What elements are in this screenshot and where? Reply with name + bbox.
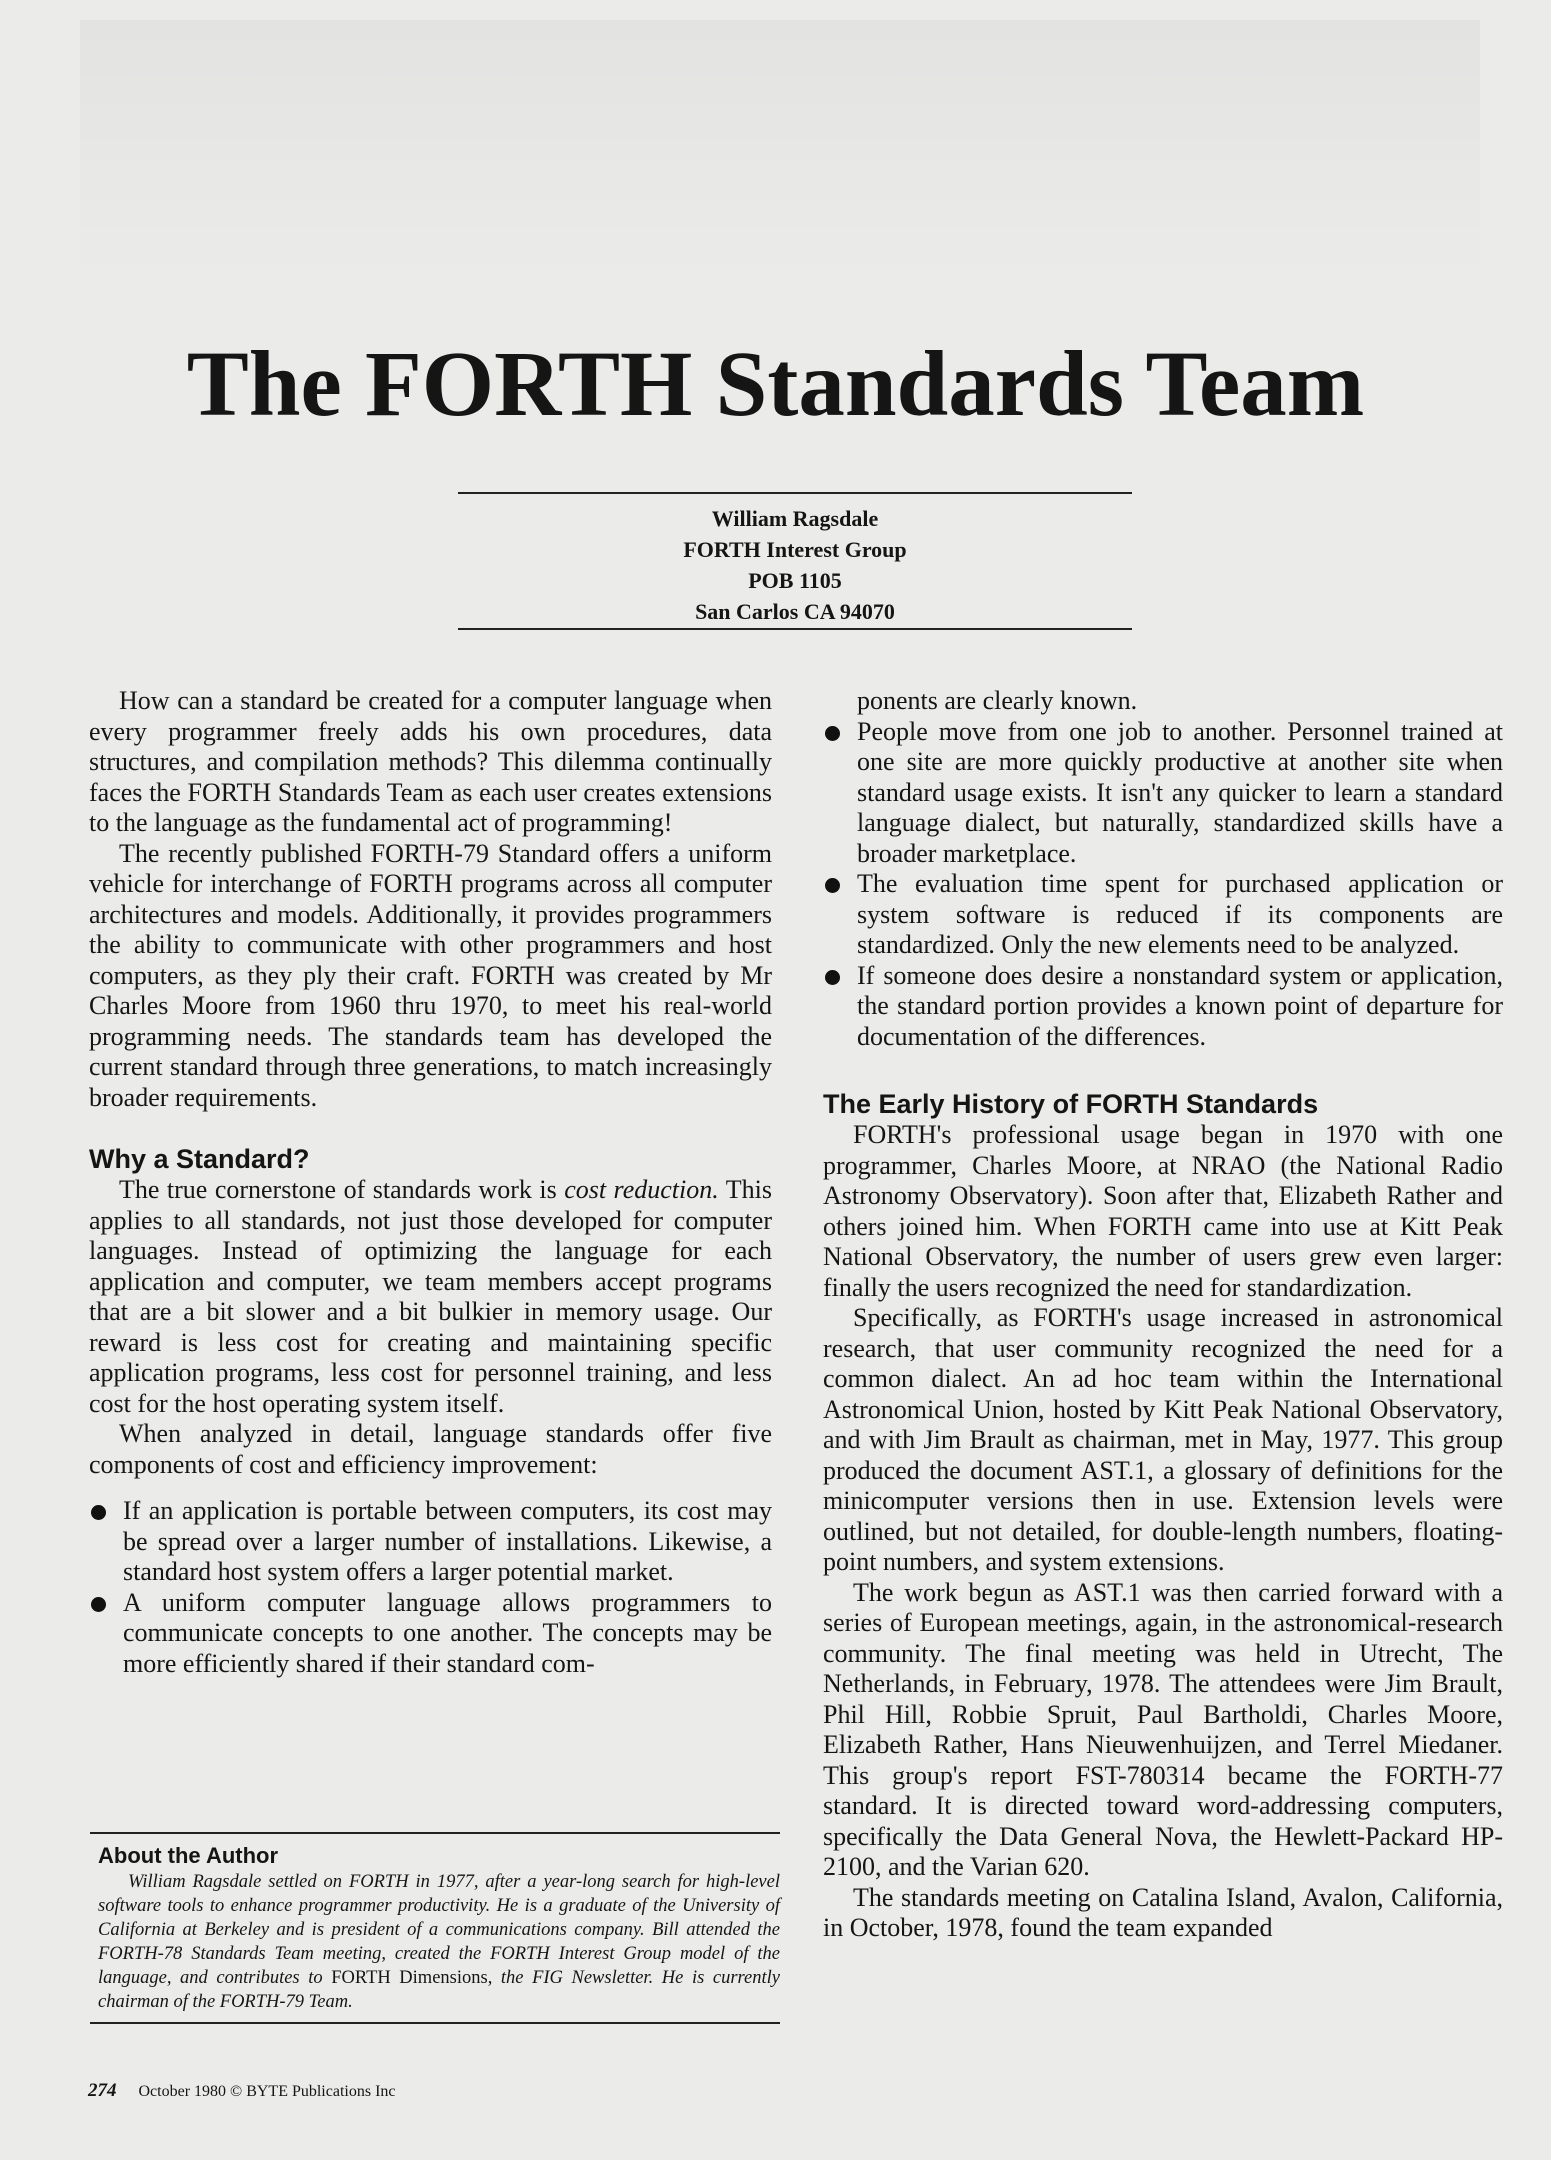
list-item: People move from one job to another. Personnel trained at one site are more quickly productive at another site when standard usage exists. It isn't any quicker to learn a standard language dialect, but naturally, standardized skills have a broader marketplace.	[823, 717, 1503, 870]
why-paragraph-2: When analyzed in detail, language standards offer five components of cost and efficiency improvement:	[89, 1419, 772, 1479]
history-paragraph-4: The standards meeting on Catalina Island, Avalon, California, in October, 1978, found the team expanded	[823, 1882, 1503, 1942]
article-title: The FORTH Standards Team	[186, 333, 1365, 436]
bullet-icon	[91, 1597, 106, 1612]
about-author-box	[90, 1832, 780, 2024]
history-paragraph-1: FORTH's professional usage began in 1970 with one programmer, Charles Moore, at NRAO (the National Radio Astronomy Observatory). Soon after that, Elizabeth Rather and others joined him. When FORTH came into use at Kitt Peak National Observatory, the number of users grew even larger: finally the users recognized the need for standardization.	[823, 1120, 1503, 1302]
byline-bottom-rule	[458, 628, 1132, 630]
right-column	[823, 686, 1503, 1944]
left-bullet-list	[89, 1496, 772, 1679]
history-paragraph-3: The work begun as AST.1 was then carried forward with a series of European meetings, again, in the astronomical-research community. The final meeting was held in Utrecht, The Netherlands, in February, 1978. The attendees were Jim Brault, Phil Hill, Robbie Spruit, Paul Bartholdi, Charles Moore, Elizabeth Rather, Hans Nieuwenhuijzen, and Terrel Miedaner. This group's report FST-780314 became the FORTH-77 standard. It is directed toward word-addressing computers, specifically the Data General Nova, the Hewlett-Packard HP-2100, and the Varian 620.	[823, 1577, 1503, 1881]
author-name: William Ragsdale	[711, 506, 879, 531]
list-item: The evaluation time spent for purchased application or system software is reduced if its components are standardized. Only the new elements need to be analyzed.	[823, 869, 1503, 961]
author-city: San Carlos CA 94070	[695, 599, 895, 624]
footer-credit: October 1980 © BYTE Publications Inc	[138, 2083, 396, 2100]
list-item: If an application is portable between computers, its cost may be spread over a larger number of installations. Likewise, a standard host system offers a larger potential market.	[89, 1496, 772, 1588]
list-item: If someone does desire a nonstandard system or application, the standard portion provides a known point of departure for documentation of the differences.	[823, 961, 1503, 1053]
bullet-icon	[825, 726, 840, 741]
show-through-shading	[80, 20, 1480, 280]
bullet-icon	[91, 1505, 106, 1520]
left-column	[89, 686, 772, 1679]
author-pob: POB 1105	[748, 568, 842, 593]
section-heading-why: Why a Standard?	[89, 1144, 310, 1174]
bullet-icon	[825, 878, 840, 893]
why-paragraph-1: The true cornerstone of standards work is cost reduction. This applies to all standards, not just those developed for computer languages. Instead of optimizing the language for each application and computer, we team members accept programs that are a bit slower and a bit bulkier in memory usage. Our reward is less cost for creating and maintaining specific application programs, less cost for personnel training, and less cost for the host operating system itself.	[89, 1175, 772, 1418]
page-footer	[88, 2080, 396, 2102]
about-heading: About the Author	[98, 1843, 279, 1868]
history-paragraph-2: Specifically, as FORTH's usage increased in astronomical research, that user community recognized the need for a common dialect. An ad hoc team within the International Astronomical Union, hosted by Kitt Peak National Observatory, and with Jim Brault as chairman, met in May, 1977. This group produced the document AST.1, a glossary of definitions for the minicomputer versions then in use. Extension levels were outlined, but not detailed, for double-length numbers, floating-point numbers, and system extensions.	[823, 1303, 1503, 1576]
intro-paragraph-2: The recently published FORTH-79 Standard offers a uniform vehicle for interchange of FORTH programs across all computer architectures and models. Additionally, it provides programmers the ability to communicate with other programmers and host computers, as they ply their craft. FORTH was created by Mr Charles Moore from 1960 thru 1970, to meet his real-world programming needs. The standards team has developed the current standard through three generations, to match increasingly broader requirements.	[89, 838, 772, 1112]
intro-paragraph-1: How can a standard be created for a computer language when every programmer freely adds his own procedures, data structures, and compilation methods? This dilemma continually faces the FORTH Standards Team as each user creates extensions to the language as the fundamental act of programming!	[89, 686, 772, 837]
page-number: 274	[88, 2080, 117, 2101]
bullet-icon	[825, 970, 840, 985]
about-text: William Ragsdale settled on FORTH in 1977, after a year-long search for high-level software tools to enhance programmer productivity. He is a graduate of the University of California at Berkeley and is president of a communications company. Bill attended the FORTH-78 Standards Team meeting, created the FORTH Interest Group model of the language, and contributes to FORTH Dimensions, the FIG Newsletter. He is currently chairman of the FORTH-79 Team.	[98, 1872, 780, 2012]
byline-top-rule	[458, 492, 1132, 494]
continuation-text: ponents are clearly known.	[857, 686, 1138, 715]
right-bullet-list	[823, 717, 1503, 1053]
author-org: FORTH Interest Group	[683, 537, 907, 562]
list-item: A uniform computer language allows programmers to communicate concepts to one another. The concepts may be more efficiently shared if their standard com-	[89, 1588, 772, 1680]
byline	[458, 503, 1132, 627]
section-heading-history: The Early History of FORTH Standards	[823, 1089, 1319, 1119]
